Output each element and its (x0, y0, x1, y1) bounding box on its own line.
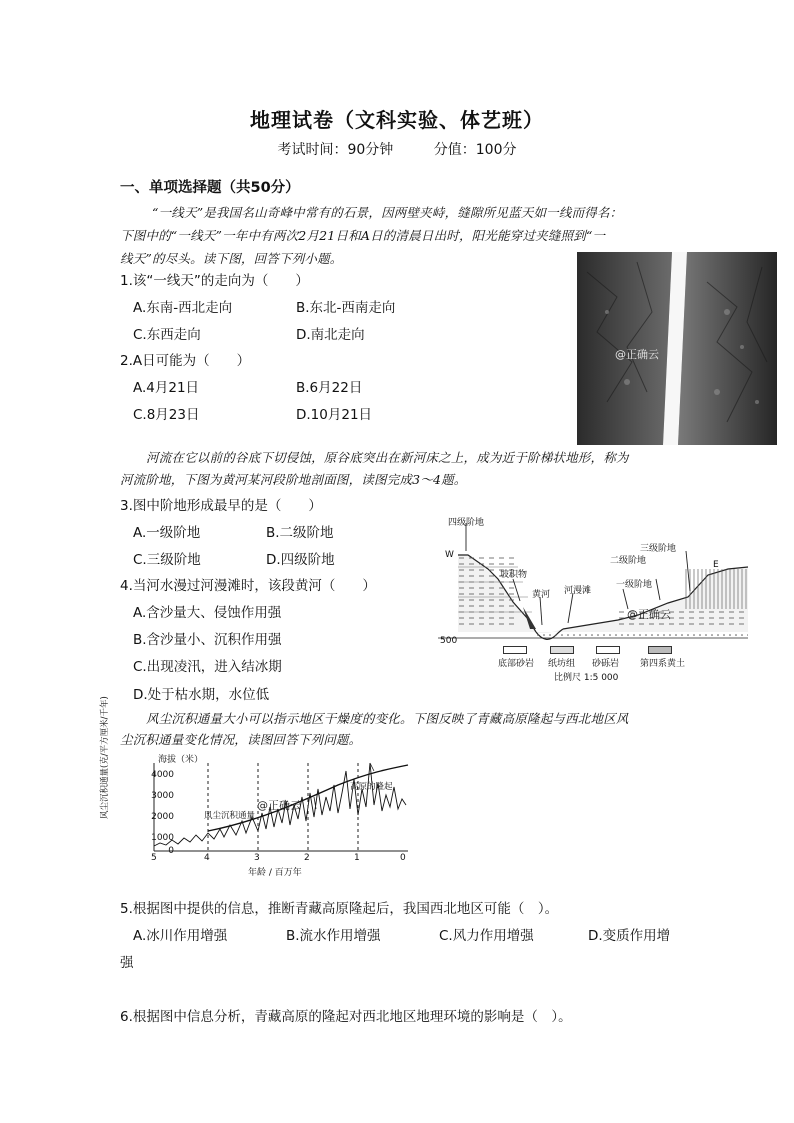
legend-label-loess: 第四系黄土 (640, 659, 686, 669)
graph-uplift-label: 高原的隆起 (350, 782, 393, 792)
graph-x-axis-label: 年龄 / 百万年 (248, 868, 302, 878)
question-2-option-b[interactable]: B.6月22日 (296, 380, 363, 396)
question-1-option-c[interactable]: C.东西走向 (133, 327, 201, 343)
question-3-option-d[interactable]: D.四级阶地 (266, 552, 335, 568)
question-5-option-d[interactable]: D.变质作用增 (588, 928, 671, 944)
question-2-option-d[interactable]: D.10月21日 (296, 407, 373, 423)
exam-info (0, 139, 794, 159)
question-2-stem: 2.A日可能为（ ） (120, 353, 251, 369)
question-3-option-b[interactable]: B.二级阶地 (266, 525, 334, 541)
label-terrace-4: 四级阶地 (448, 518, 485, 528)
label-slope-deposit: 坡积物 (500, 570, 528, 580)
exam-time: 考试时间：90分钟 (277, 142, 394, 158)
y-tick-4000: 4000 (151, 770, 174, 780)
question-3-stem: 3.图中阶地形成最早的是（ ） (120, 498, 322, 514)
label-yellow-river: 黄河 (532, 590, 551, 600)
question-4-option-b[interactable]: B.含沙量小、沉积作用强 (133, 632, 282, 648)
x-tick-4: 4 (204, 853, 210, 863)
question-1-stem: 1.该“一线天”的走向为（ ） (120, 273, 309, 289)
graph-y-axis-label: 风尘沉积通量(克/平方厘米/千年) (100, 696, 110, 819)
graph-watermark: @正确云 (257, 799, 301, 812)
question-4-option-c[interactable]: C.出现凌汛，进入结冰期 (133, 659, 282, 675)
question-5-option-d-wrap: 强 (120, 955, 134, 971)
question-4-option-a[interactable]: A.含沙量大、侵蚀作用强 (133, 605, 282, 621)
legend-label-sandstone: 底部砂岩 (498, 659, 535, 669)
label-terrace-1: 一级阶地 (616, 580, 653, 590)
question-6-stem: 6.根据图中信息分析，青藏高原的隆起对西北地区地理环境的影响是（ ）。 (120, 1009, 572, 1025)
question-5-option-c[interactable]: C.风力作用增强 (439, 928, 534, 944)
question-1-option-d[interactable]: D.南北走向 (296, 327, 365, 343)
photo-watermark: @正确云 (615, 348, 659, 361)
question-2-option-c[interactable]: C.8月23日 (133, 407, 200, 423)
page-title: 地理试卷（文科实验、体艺班） (250, 108, 544, 132)
label-east: E (713, 560, 719, 570)
passage2-line1: 河流在它以前的谷底下切侵蚀，原谷底突出在新河床之上，成为近于阶梯状地形，称为 (146, 450, 629, 465)
diagram-scale: 比例尺 1:5 000 (554, 673, 619, 683)
passage1-line2: 下图中的“一线天”一年中有两次2月21日和A日的清晨日出时，阳光能穿过夹缝照到“一 (120, 228, 606, 243)
exam-score: 分值：100分 (433, 142, 517, 158)
river-terrace-diagram (428, 507, 780, 685)
x-tick-3: 3 (254, 853, 260, 863)
diagram-watermark: @正确云 (627, 608, 671, 621)
crevice-photo (577, 252, 777, 445)
graph-flux-label: 风尘沉积通量 (204, 811, 256, 821)
section-heading: 一、单项选择题（共50分） (120, 180, 300, 196)
legend-label-conglomerate: 砂砾岩 (592, 659, 620, 669)
x-tick-2: 2 (304, 853, 310, 863)
passage3-line2: 尘沉积通量变化情况，读图回答下列问题。 (120, 732, 362, 747)
x-tick-5: 5 (151, 853, 157, 863)
question-3-option-c[interactable]: C.三级阶地 (133, 552, 201, 568)
question-4-option-d[interactable]: D.处于枯水期，水位低 (133, 687, 270, 703)
y-tick-2000: 2000 (151, 812, 174, 822)
legend-label-zhifang: 纸坊组 (548, 659, 576, 669)
question-5-stem: 5.根据图中提供的信息，推断青藏高原隆起后，我国西北地区可能（ ）。 (120, 901, 559, 917)
question-5-option-a[interactable]: A.冰川作用增强 (133, 928, 228, 944)
passage3-line1: 风尘沉积通量大小可以指示地区干燥度的变化。下图反映了青藏高原隆起与西北地区风 (146, 711, 629, 726)
question-3-option-a[interactable]: A.一级阶地 (133, 525, 201, 541)
y-tick-3000: 3000 (151, 791, 174, 801)
y-tick-0: 0 (168, 846, 174, 856)
legend-swatch-zhifang (550, 646, 574, 654)
legend-swatch-loess (648, 646, 672, 654)
passage2-line2: 河流阶地，下图为黄河某河段阶地剖面图，读图完成3～4题。 (120, 472, 467, 487)
question-5-option-b[interactable]: B.流水作用增强 (286, 928, 381, 944)
y-tick-1000: 1000 (151, 833, 174, 843)
passage1-line1: “一线天”是我国名山奇峰中常有的石景，因两壁夹峙，缝隙所见蓝天如一线而得名： (152, 205, 623, 220)
x-tick-1: 1 (354, 853, 360, 863)
label-elevation-500: 500 (440, 636, 458, 646)
label-terrace-3: 三级阶地 (640, 544, 677, 554)
question-1-option-a[interactable]: A.东南-西北走向 (133, 300, 233, 316)
label-west: W (445, 550, 454, 560)
crevice-photo-graphic (577, 252, 777, 445)
question-4-stem: 4.当河水漫过河漫滩时，该段黄河（ ） (120, 578, 376, 594)
graph-altitude-label: 海拔（米） (158, 755, 204, 765)
question-2-option-a[interactable]: A.4月21日 (133, 380, 200, 396)
legend-swatch-sandstone (503, 646, 527, 654)
x-tick-0: 0 (400, 853, 406, 863)
legend-swatch-conglomerate (596, 646, 620, 654)
passage1-line3: 线天”的尽头。读下图，回答下列小题。 (120, 251, 343, 266)
question-1-option-b[interactable]: B.东北-西南走向 (296, 300, 396, 316)
label-terrace-2: 二级阶地 (610, 556, 647, 566)
label-floodplain: 河漫滩 (564, 586, 592, 596)
